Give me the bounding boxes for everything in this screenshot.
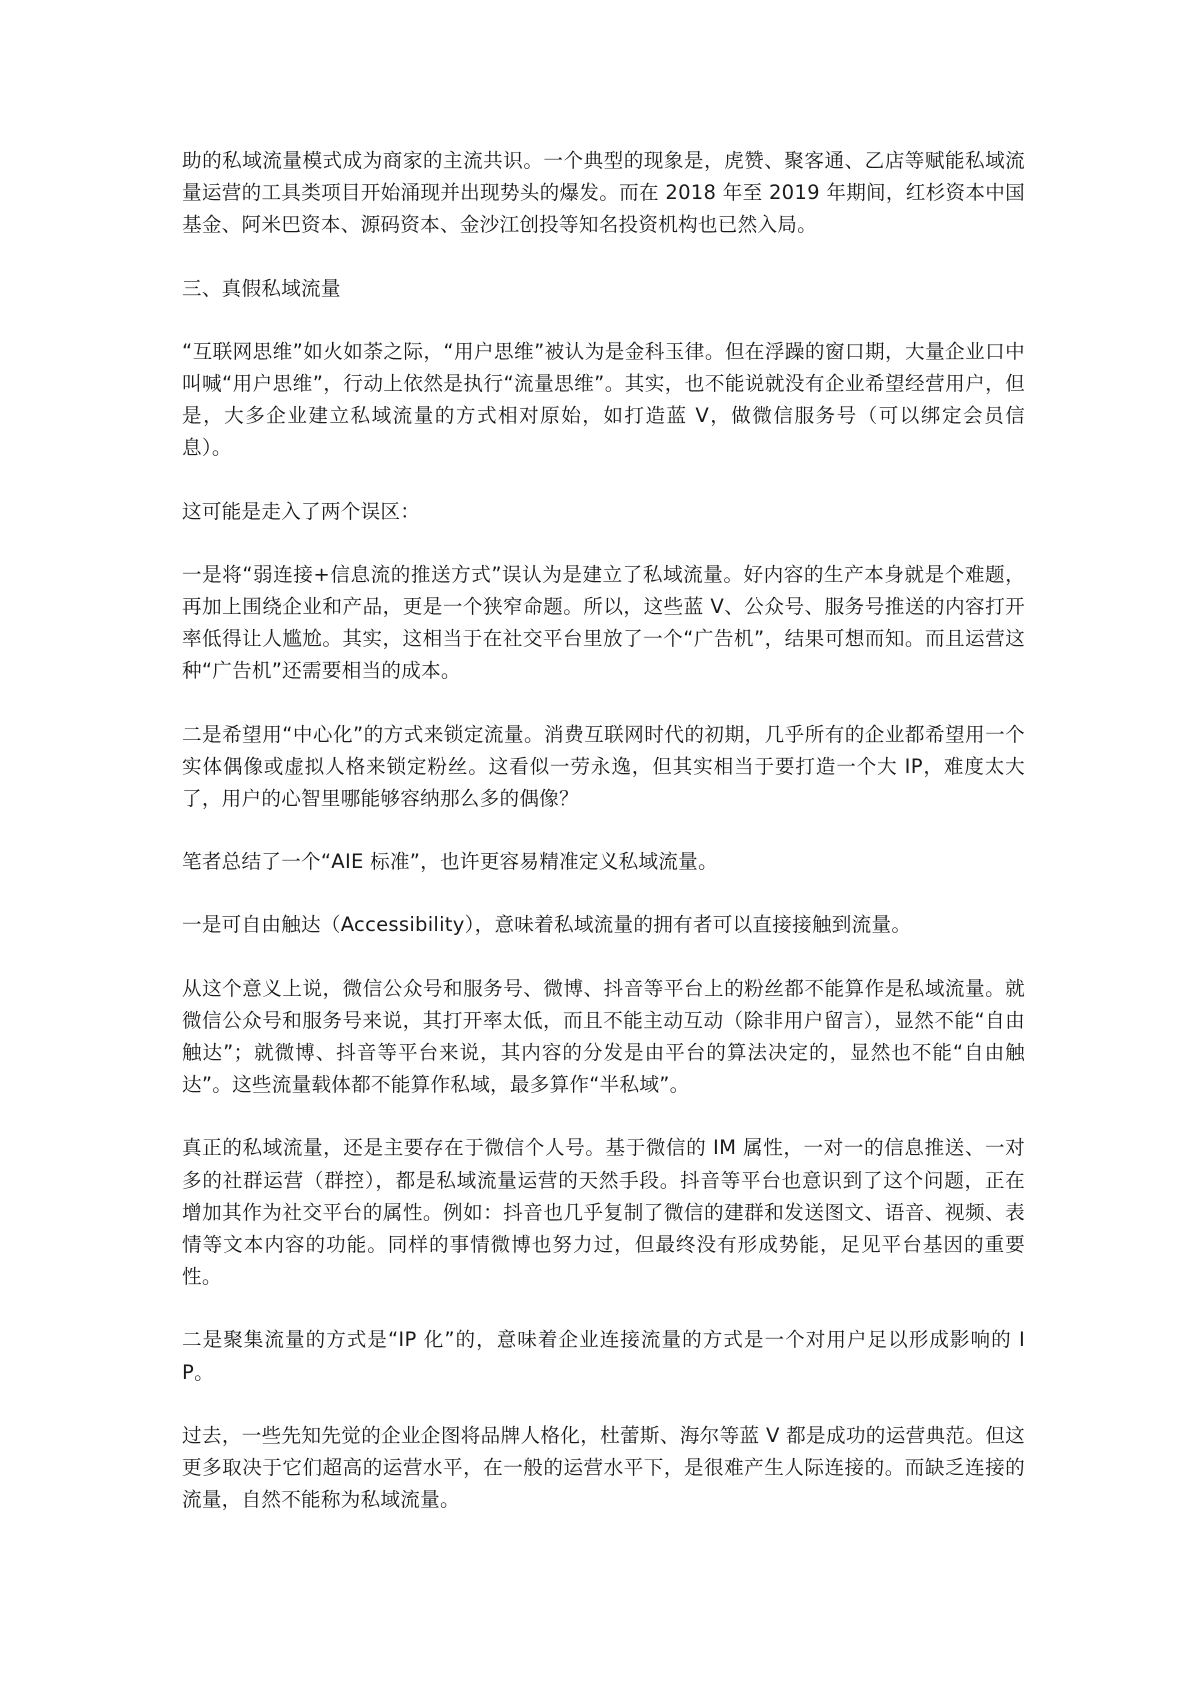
paragraph-misconception-one: 一是将“弱连接+信息流的推送方式”误认为是建立了私域流量。好内容的生产本身就是个难题，再加上围绕企业和产品，更是一个狭窄命题。所以，这些蓝 V、公众号、服务号推送的内容打开率低得让人尴尬。其实，这相当于在社交平台里放了一个“广告机”，结果可想而知。而且运营这种“广告机”还需要相当的成本。: [182, 562, 1025, 683]
paragraph-internet-thinking: “互联网思维”如火如荼之际，“用户思维”被认为是金科玉律。但在浮躁的窗口期，大量企业口中叫喊“用户思维”，行动上依然是执行“流量思维”。其实，也不能说就没有企业希望经营用户，但是，大多企业建立私域流量的方式相对原始，如打造蓝 V，做微信服务号（可以绑定会员信息）。: [182, 339, 1025, 460]
paragraph-brand-personification: 过去，一些先知先觉的企业企图将品牌人格化，杜蕾斯、海尔等蓝 V 都是成功的运营典范。但这更多取决于它们超高的运营水平，在一般的运营水平下，是很难产生人际连接的。而缺乏连接的流量，自然不能称为私域流量。: [182, 1423, 1025, 1512]
paragraph-aie-standard: 笔者总结了一个“AIE 标准”，也许更容易精准定义私域流量。: [182, 850, 718, 874]
paragraph-two-misconceptions: 这可能是走入了两个误区：: [182, 499, 421, 523]
paragraph-semi-private-domain: 从这个意义上说，微信公众号和服务号、微博、抖音等平台上的粉丝都不能算作是私域流量。就微信公众号和服务号来说，其打开率太低，而且不能主动互动（除非用户留言），显然不能“自由触达”；就微博、抖音等平台来说，其内容的分发是由平台的算法决定的，显然也不能“自由触达”。这些流量载体都不能算作私域，最多算作“半私域”。: [182, 976, 1025, 1097]
paragraph-ip-based-aggregation: 二是聚集流量的方式是“IP 化”的，意味着企业连接流量的方式是一个对用户足以形成影响的 IP。: [182, 1328, 1025, 1384]
section-heading-true-false-private-traffic: 三、真假私域流量: [182, 276, 341, 300]
paragraph-misconception-two: 二是希望用“中心化”的方式来锁定流量。消费互联网时代的初期，几乎所有的企业都希望用一个实体偶像或虚拟人格来锁定粉丝。这看似一劳永逸，但其实相当于要打造一个大 IP，难度太大了，用户的心智里哪能够容纳那么多的偶像？: [182, 722, 1025, 811]
paragraph-accessibility: 一是可自由触达（Accessibility），意味着私域流量的拥有者可以直接接触到流量。: [182, 913, 912, 937]
paragraph-wechat-personal-account: 真正的私域流量，还是主要存在于微信个人号。基于微信的 IM 属性，一对一的信息推送、一对多的社群运营（群控），都是私域流量运营的天然手段。抖音等平台也意识到了这个问题，正在增加其作为社交平台的属性。例如：抖音也几乎复制了微信的建群和发送图文、语音、视频、表情等文本内容的功能。同样的事情微博也努力过，但最终没有形成势能，足见平台基因的重要性。: [182, 1136, 1025, 1289]
document-body: [182, 145, 1025, 1548]
paragraph-private-traffic-consensus: 助的私域流量模式成为商家的主流共识。一个典型的现象是，虎赞、聚客通、乙店等赋能私域流量运营的工具类项目开始涌现并出现势头的爆发。而在 2018 年至 2019 年期间，红杉资本中国基金、阿米巴资本、源码资本、金沙江创投等知名投资机构也已然入局。: [182, 149, 1025, 237]
